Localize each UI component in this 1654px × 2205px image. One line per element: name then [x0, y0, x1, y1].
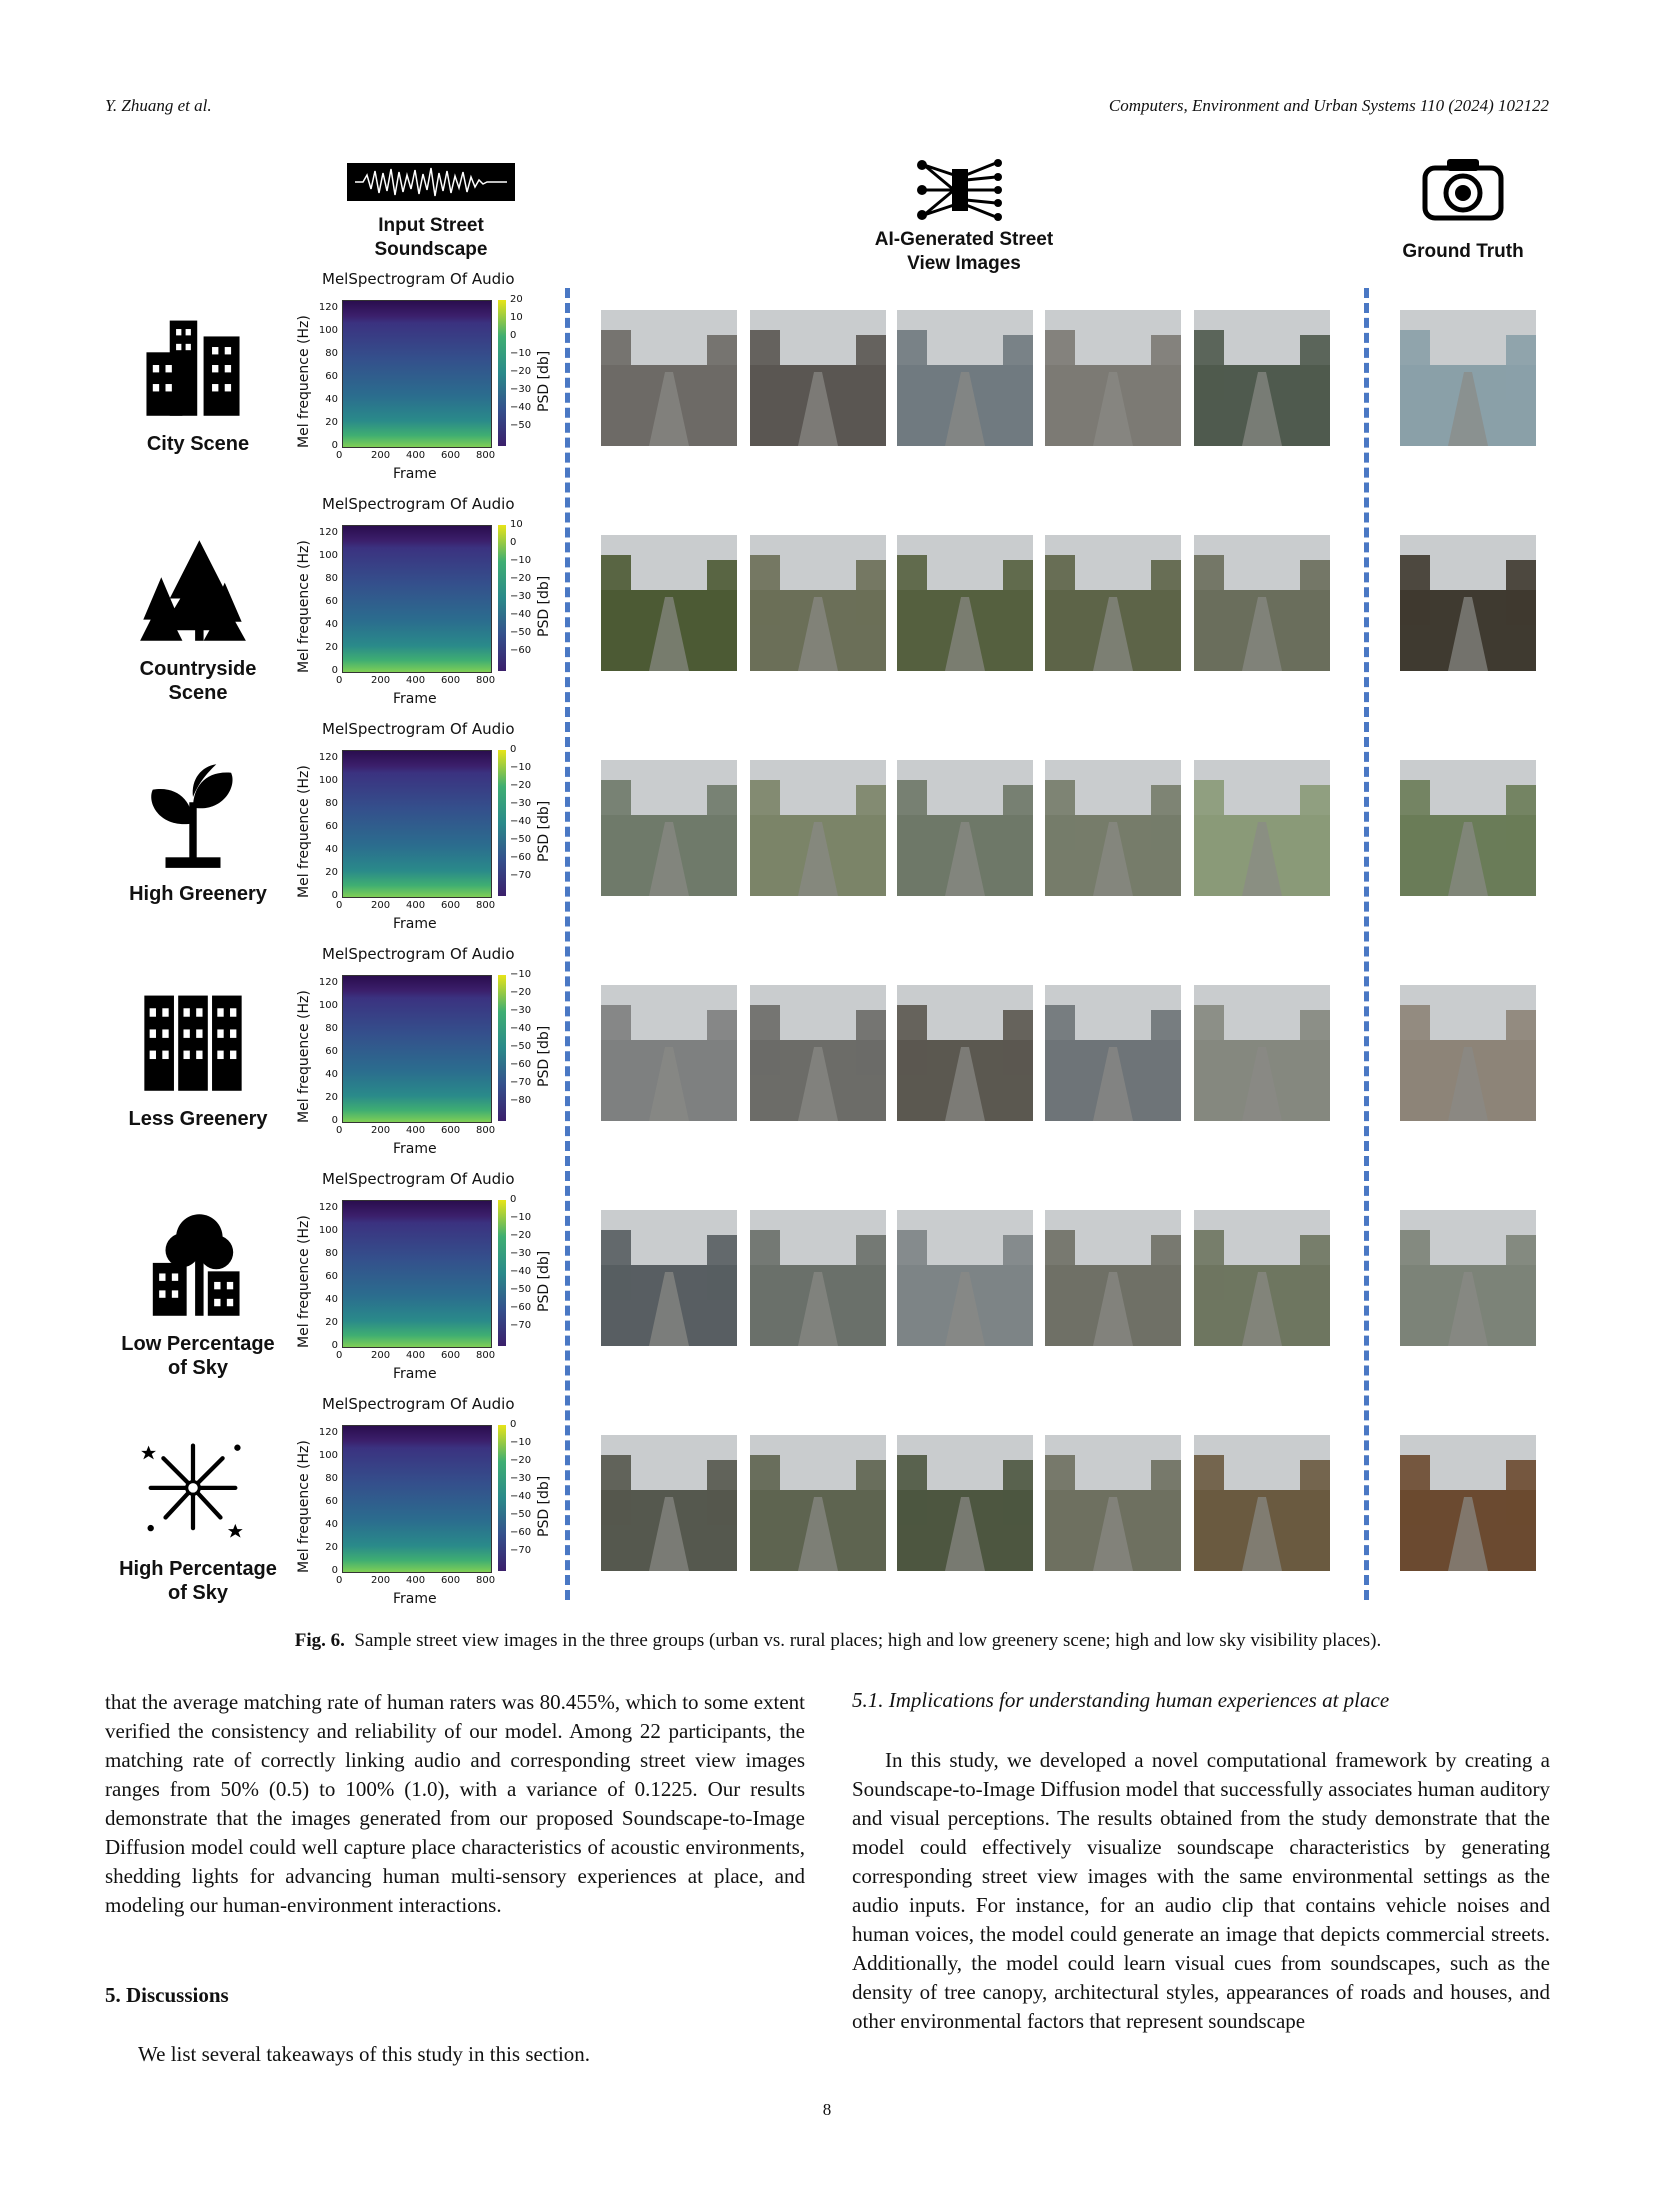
- spectrogram-xlabel: Frame: [393, 916, 437, 932]
- colorbar-tick-label: −10: [510, 348, 532, 359]
- spectrogram-title: MelSpectrogram Of Audio: [322, 1170, 515, 1188]
- x-tick-label: 400: [406, 1125, 426, 1136]
- left-paragraph-2: We list several takeaways of this study in this section.: [138, 2042, 591, 2066]
- y-tick-label: 80: [325, 1248, 338, 1259]
- generated-image-thumb: [1194, 985, 1330, 1121]
- ground-truth-thumb: [1400, 1210, 1536, 1346]
- colorbar-label: PSD [db]: [536, 800, 552, 862]
- x-tick-label: 0: [336, 1125, 343, 1136]
- generated-image: [1194, 985, 1330, 1126]
- x-tick-label: 0: [336, 900, 343, 911]
- spectrogram-title: MelSpectrogram Of Audio: [322, 720, 515, 738]
- y-tick-label: 0: [331, 890, 338, 901]
- spectrogram-title: MelSpectrogram Of Audio: [322, 945, 515, 963]
- colorbar-tick-label: −50: [510, 834, 532, 845]
- generated-image: [897, 760, 1033, 901]
- spectrogram-xlabel: Frame: [393, 1141, 437, 1157]
- y-tick-label: 0: [331, 440, 338, 451]
- x-tick-label: 600: [441, 1575, 461, 1586]
- spectrogram-xlabel: Frame: [393, 1591, 437, 1607]
- colorbar-tick-label: −40: [510, 609, 532, 620]
- generated-image-thumb: [601, 1435, 737, 1571]
- row-label: Countryside Scene: [139, 658, 257, 704]
- colorbar-tick-label: 0: [510, 330, 517, 341]
- y-tick-label: 60: [325, 596, 338, 607]
- spectrogram-xlabel: Frame: [393, 691, 437, 707]
- colorbar-label: PSD [db]: [536, 350, 552, 412]
- colorbar-tick-label: −30: [510, 1005, 532, 1016]
- generated-image: [897, 1210, 1033, 1351]
- generated-image-thumb: [1045, 1435, 1181, 1571]
- colorbar-tick-label: −20: [510, 987, 532, 998]
- y-tick-label: 100: [318, 1225, 338, 1236]
- figure-caption-text: Sample street view images in the three groups (urban vs. rural places; high and low greenery scene; high and low sky visibility places).: [354, 1630, 1382, 1651]
- y-tick-label: 60: [325, 821, 338, 832]
- generated-image-thumb: [1045, 535, 1181, 671]
- colorbar-tick-label: −60: [510, 852, 532, 863]
- generated-image-thumb: [897, 760, 1033, 896]
- generated-image-thumb: [750, 310, 886, 446]
- left-paragraph-1: that the average matching rate of human raters was 80.455%, which to some extent verified the consistency and reliability of our model. Among 22 participants, the matching rate of correctly linking audio and corresponding street view images ranges from 50% (0.5) to 100% (1.0), with a variance of 0.1225. Our results demonstrate that the images generated from our proposed Soundscape-to-Image Diffusion model could well capture place characteristics of acoustic environments, shedding lights for advancing human multi-sensory experiences at place, and modeling our human-environment interactions.: [105, 1690, 805, 1917]
- colorbar-tick-label: −50: [510, 1509, 532, 1520]
- spectrogram-image: [342, 300, 492, 448]
- colorbar-tick-label: 10: [510, 312, 523, 323]
- y-tick-label: 120: [318, 302, 338, 313]
- running-header-journal: Computers, Environment and Urban Systems 110 (2024) 102122: [1108, 96, 1549, 115]
- figure-caption-label: Fig. 6.: [294, 1630, 345, 1651]
- colorbar-tick-label: −60: [510, 1059, 532, 1070]
- tree-building-icon: [138, 1210, 248, 1320]
- colorbar-tick-label: 10: [510, 519, 523, 530]
- spectrogram-image: [342, 750, 492, 898]
- y-tick-label: 120: [318, 527, 338, 538]
- y-tick-label: 0: [331, 1340, 338, 1351]
- separator-left: [565, 288, 570, 1600]
- x-tick-label: 600: [441, 450, 461, 461]
- generated-image-thumb: [1194, 1435, 1330, 1571]
- generated-image: [1045, 535, 1181, 676]
- x-tick-label: 800: [476, 900, 496, 911]
- y-tick-label: 80: [325, 798, 338, 809]
- neural-network-icon: [914, 155, 1006, 225]
- generated-image-thumb: [601, 760, 737, 896]
- y-tick-label: 100: [318, 1000, 338, 1011]
- colorbar-tick-label: −60: [510, 1302, 532, 1313]
- y-tick-label: 100: [318, 775, 338, 786]
- generated-image: [1194, 535, 1330, 676]
- page-number: 8: [822, 2100, 832, 2119]
- colorbar-tick-label: −10: [510, 969, 532, 980]
- colorbar-tick-label: −30: [510, 1248, 532, 1259]
- generated-image-thumb: [1194, 535, 1330, 671]
- colorbar-tick-label: −40: [510, 1266, 532, 1277]
- spectrogram-image: [342, 975, 492, 1123]
- y-tick-label: 20: [325, 642, 338, 653]
- spectrogram-title: MelSpectrogram Of Audio: [322, 1395, 515, 1413]
- x-tick-label: 200: [371, 1575, 391, 1586]
- colorbar-tick-label: 0: [510, 1194, 517, 1205]
- y-tick-label: 80: [325, 1473, 338, 1484]
- colorbar: [498, 525, 506, 671]
- spectrogram-xlabel: Frame: [393, 466, 437, 482]
- colorbar-tick-label: −30: [510, 798, 532, 809]
- x-tick-label: 200: [371, 675, 391, 686]
- generated-image-thumb: [897, 1435, 1033, 1571]
- generated-image: [750, 1435, 886, 1576]
- column-heading-generated: AI-Generated Street View Images: [874, 229, 1054, 274]
- y-tick-label: 0: [331, 1565, 338, 1576]
- spectrogram-title: MelSpectrogram Of Audio: [322, 270, 515, 288]
- spectrogram-image: [342, 525, 492, 673]
- colorbar-tick-label: −30: [510, 384, 532, 395]
- y-tick-label: 120: [318, 1202, 338, 1213]
- camera-icon: [1421, 156, 1505, 222]
- colorbar: [498, 1200, 506, 1346]
- plant-icon: [138, 760, 248, 870]
- spectrogram-ylabel: Mel frequence (Hz): [296, 1440, 312, 1573]
- generated-image-thumb: [750, 535, 886, 671]
- buildings-icon: [138, 985, 248, 1095]
- generated-image-thumb: [1194, 1210, 1330, 1346]
- colorbar: [498, 975, 506, 1121]
- y-tick-label: 40: [325, 1294, 338, 1305]
- right-paragraph-1: In this study, we developed a novel computational framework by creating a Soundscape-to-Image Diffusion model that successfully associates human auditory and visual perceptions. The results obtained from the study demonstrate that the model could effectively visualize soundscape characteristics by generating corresponding street view images with the same environmental settings as the audio inputs. For instance, for an audio clip that contains vehicle noises and human voices, the model could generate an image that depicts commercial streets. Additionally, the model could learn visual cues from soundscapes, such as the density of tree canopy, architectural styles, appearances of roads and houses, and other environmental factors that represent soundscape: [852, 1748, 1550, 2033]
- colorbar-tick-label: 0: [510, 744, 517, 755]
- generated-image-thumb: [750, 760, 886, 896]
- x-tick-label: 400: [406, 900, 426, 911]
- subsection-heading: 5.1. Implications for understanding human experiences at place: [852, 1688, 1390, 1712]
- column-heading-input: Input Street Soundscape: [374, 215, 488, 260]
- ground-truth-thumb: [1400, 760, 1536, 896]
- y-tick-label: 100: [318, 550, 338, 561]
- ground-truth-thumb: [1400, 1435, 1536, 1571]
- x-tick-label: 200: [371, 900, 391, 911]
- row-label: City Scene: [146, 433, 250, 455]
- y-tick-label: 40: [325, 1519, 338, 1530]
- figure-caption: [188, 1630, 1488, 1652]
- generated-image: [601, 1210, 737, 1351]
- x-tick-label: 200: [371, 1125, 391, 1136]
- y-tick-label: 20: [325, 1542, 338, 1553]
- colorbar-tick-label: −50: [510, 1041, 532, 1052]
- colorbar-tick-label: −10: [510, 762, 532, 773]
- colorbar-tick-label: 0: [510, 1419, 517, 1430]
- generated-image: [1194, 1210, 1330, 1351]
- generated-image: [750, 985, 886, 1126]
- y-tick-label: 100: [318, 1450, 338, 1461]
- generated-image-thumb: [750, 985, 886, 1121]
- colorbar-tick-label: −20: [510, 573, 532, 584]
- x-tick-label: 400: [406, 675, 426, 686]
- ground-truth-image: [1400, 985, 1536, 1126]
- colorbar-tick-label: −50: [510, 1284, 532, 1295]
- y-tick-label: 120: [318, 977, 338, 988]
- y-tick-label: 60: [325, 1046, 338, 1057]
- generated-image-thumb: [1045, 985, 1181, 1121]
- colorbar-tick-label: 0: [510, 537, 517, 548]
- generated-image: [750, 535, 886, 676]
- x-tick-label: 0: [336, 1575, 343, 1586]
- generated-image: [601, 535, 737, 676]
- x-tick-label: 800: [476, 1350, 496, 1361]
- y-tick-label: 40: [325, 394, 338, 405]
- generated-image-thumb: [750, 1210, 886, 1346]
- row-label: High Percentage of Sky: [119, 1558, 277, 1604]
- generated-image: [601, 310, 737, 451]
- ground-truth-thumb: [1400, 310, 1536, 446]
- colorbar-tick-label: −50: [510, 420, 532, 431]
- colorbar-tick-label: −20: [510, 1230, 532, 1241]
- colorbar-tick-label: −20: [510, 366, 532, 377]
- generated-image: [1045, 1435, 1181, 1576]
- x-tick-label: 600: [441, 1350, 461, 1361]
- x-tick-label: 0: [336, 1350, 343, 1361]
- x-tick-label: 0: [336, 450, 343, 461]
- generated-image: [750, 760, 886, 901]
- generated-image-thumb: [601, 1210, 737, 1346]
- generated-image-thumb: [1194, 310, 1330, 446]
- x-tick-label: 600: [441, 675, 461, 686]
- generated-image: [897, 310, 1033, 451]
- ground-truth-image: [1400, 310, 1536, 451]
- colorbar-tick-label: −50: [510, 627, 532, 638]
- generated-image-thumb: [897, 1210, 1033, 1346]
- spectrogram-image: [342, 1425, 492, 1573]
- generated-image: [601, 985, 737, 1126]
- generated-image-thumb: [601, 310, 737, 446]
- spectrogram-ylabel: Mel frequence (Hz): [296, 765, 312, 898]
- generated-image: [1194, 760, 1330, 901]
- x-tick-label: 0: [336, 675, 343, 686]
- waveform-icon: [347, 163, 515, 201]
- ground-truth-image: [1400, 1210, 1536, 1351]
- city-icon: [138, 310, 248, 420]
- y-tick-label: 120: [318, 752, 338, 763]
- generated-image-thumb: [897, 535, 1033, 671]
- spectrogram-xlabel: Frame: [393, 1366, 437, 1382]
- y-tick-label: 80: [325, 573, 338, 584]
- x-tick-label: 200: [371, 450, 391, 461]
- colorbar-tick-label: −70: [510, 1320, 532, 1331]
- colorbar-tick-label: −20: [510, 780, 532, 791]
- colorbar: [498, 1425, 506, 1571]
- colorbar-tick-label: −70: [510, 1077, 532, 1088]
- x-tick-label: 800: [476, 1575, 496, 1586]
- ground-truth-thumb: [1400, 535, 1536, 671]
- spectrogram-ylabel: Mel frequence (Hz): [296, 540, 312, 673]
- colorbar: [498, 300, 506, 446]
- y-tick-label: 60: [325, 1271, 338, 1282]
- generated-image: [1194, 1435, 1330, 1576]
- y-tick-label: 20: [325, 1092, 338, 1103]
- y-tick-label: 20: [325, 867, 338, 878]
- trees-icon: [138, 535, 248, 645]
- colorbar-label: PSD [db]: [536, 1025, 552, 1087]
- generated-image-thumb: [601, 535, 737, 671]
- colorbar-label: PSD [db]: [536, 575, 552, 637]
- colorbar-tick-label: −70: [510, 1545, 532, 1556]
- y-tick-label: 80: [325, 348, 338, 359]
- running-header-authors: Y. Zhuang et al.: [105, 96, 212, 115]
- generated-image-thumb: [897, 985, 1033, 1121]
- generated-image: [897, 535, 1033, 676]
- colorbar-label: PSD [db]: [536, 1475, 552, 1537]
- y-tick-label: 100: [318, 325, 338, 336]
- ground-truth-image: [1400, 760, 1536, 901]
- x-tick-label: 400: [406, 450, 426, 461]
- generated-image-thumb: [1045, 310, 1181, 446]
- y-tick-label: 60: [325, 371, 338, 382]
- spectrogram-image: [342, 1200, 492, 1348]
- generated-image: [1045, 760, 1181, 901]
- x-tick-label: 400: [406, 1575, 426, 1586]
- generated-image: [897, 985, 1033, 1126]
- colorbar-tick-label: −70: [510, 870, 532, 881]
- spectrogram-ylabel: Mel frequence (Hz): [296, 315, 312, 448]
- x-tick-label: 400: [406, 1350, 426, 1361]
- generated-image: [1045, 1210, 1181, 1351]
- x-tick-label: 800: [476, 1125, 496, 1136]
- generated-image: [601, 1435, 737, 1576]
- y-tick-label: 60: [325, 1496, 338, 1507]
- spectrogram-ylabel: Mel frequence (Hz): [296, 1215, 312, 1348]
- spectrogram-title: MelSpectrogram Of Audio: [322, 495, 515, 513]
- generated-image-thumb: [1045, 1210, 1181, 1346]
- x-tick-label: 800: [476, 675, 496, 686]
- colorbar-tick-label: −40: [510, 1491, 532, 1502]
- row-label: Low Percentage of Sky: [121, 1333, 275, 1379]
- ground-truth-image: [1400, 1435, 1536, 1576]
- colorbar-tick-label: −80: [510, 1095, 532, 1106]
- generated-image: [897, 1435, 1033, 1576]
- ground-truth-image: [1400, 535, 1536, 676]
- generated-image-thumb: [897, 310, 1033, 446]
- y-tick-label: 120: [318, 1427, 338, 1438]
- x-tick-label: 600: [441, 900, 461, 911]
- generated-image-thumb: [750, 1435, 886, 1571]
- colorbar-tick-label: −10: [510, 555, 532, 566]
- x-tick-label: 800: [476, 450, 496, 461]
- colorbar-label: PSD [db]: [536, 1250, 552, 1312]
- ground-truth-thumb: [1400, 985, 1536, 1121]
- separator-right: [1364, 288, 1369, 1600]
- colorbar-tick-label: −60: [510, 645, 532, 656]
- colorbar-tick-label: −20: [510, 1455, 532, 1466]
- x-tick-label: 200: [371, 1350, 391, 1361]
- x-tick-label: 600: [441, 1125, 461, 1136]
- y-tick-label: 20: [325, 1317, 338, 1328]
- colorbar-tick-label: −40: [510, 816, 532, 827]
- generated-image: [1045, 310, 1181, 451]
- y-tick-label: 20: [325, 417, 338, 428]
- section-heading-discussions: 5. Discussions: [105, 1983, 229, 2007]
- colorbar-tick-label: −40: [510, 1023, 532, 1034]
- generated-image: [601, 760, 737, 901]
- generated-image: [750, 310, 886, 451]
- colorbar-tick-label: −40: [510, 402, 532, 413]
- generated-image: [1045, 985, 1181, 1126]
- fireworks-icon: [138, 1435, 248, 1545]
- row-label: Less Greenery: [128, 1108, 268, 1130]
- row-label: High Greenery: [129, 883, 267, 905]
- colorbar-tick-label: −30: [510, 1473, 532, 1484]
- y-tick-label: 40: [325, 1069, 338, 1080]
- generated-image-thumb: [1045, 760, 1181, 896]
- generated-image-thumb: [1194, 760, 1330, 896]
- y-tick-label: 80: [325, 1023, 338, 1034]
- colorbar: [498, 750, 506, 896]
- generated-image: [1194, 310, 1330, 451]
- column-heading-ground-truth: Ground Truth: [1402, 241, 1524, 262]
- y-tick-label: 40: [325, 619, 338, 630]
- generated-image-thumb: [601, 985, 737, 1121]
- colorbar-tick-label: −10: [510, 1437, 532, 1448]
- y-tick-label: 0: [331, 1115, 338, 1126]
- colorbar-tick-label: −10: [510, 1212, 532, 1223]
- colorbar-tick-label: 20: [510, 294, 523, 305]
- colorbar-tick-label: −60: [510, 1527, 532, 1538]
- spectrogram-ylabel: Mel frequence (Hz): [296, 990, 312, 1123]
- y-tick-label: 40: [325, 844, 338, 855]
- y-tick-label: 0: [331, 665, 338, 676]
- colorbar-tick-label: −30: [510, 591, 532, 602]
- generated-image: [750, 1210, 886, 1351]
